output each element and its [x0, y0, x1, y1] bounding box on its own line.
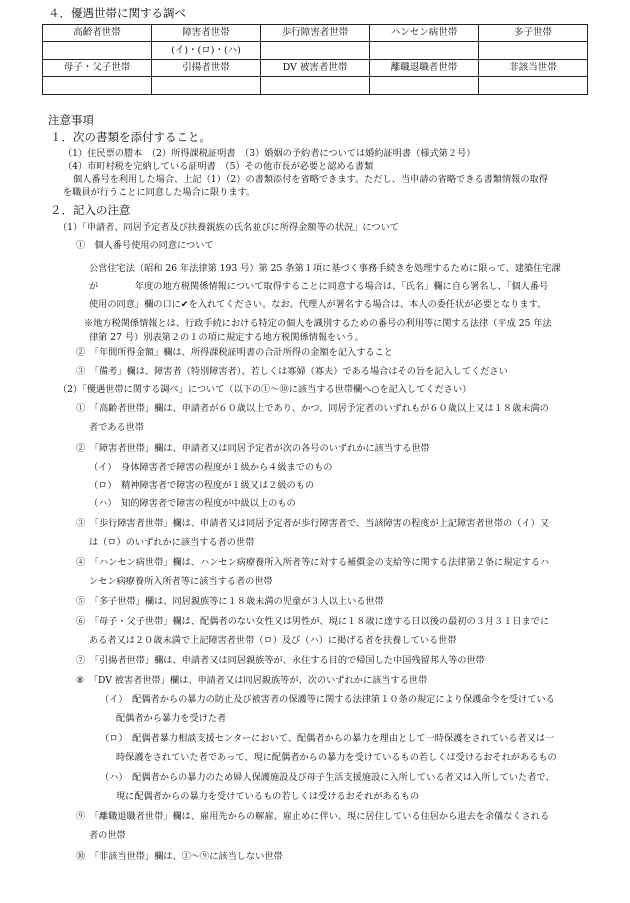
note-line: 者である世帯: [89, 422, 145, 433]
note-line: ② 「障害者世帯」欄は、申請者又は同居予定者が次の各号のいずれかに該当する世帯: [76, 443, 430, 454]
cell-walking-disabled: 歩行障害者世帯: [261, 25, 370, 42]
input-cell[interactable]: [479, 42, 588, 60]
cell-repatriate: 引揚者世帯: [152, 60, 261, 77]
note-line: 律第 27 号）別表第２の１の項に規定する地方税関係情報をいう。: [89, 332, 364, 343]
note-line: ⑩ 「非該当世帯」欄は、①〜⑨に該当しない世帯: [76, 851, 283, 862]
input-cell[interactable]: (イ)・(ロ)・(ハ): [152, 42, 261, 60]
item1-line: を職員が行うことに同意した場合に限ります。: [63, 187, 256, 198]
note-line: ③ 「備考」欄は、障害者（特別障害者）、若しくは寡婦（寡夫）である場合はその旨を記入してください: [76, 366, 508, 377]
input-cell[interactable]: [152, 77, 261, 95]
note-line: 者の世帯: [89, 830, 126, 841]
note-line: ⑨ 「離職退職者世帯」欄は、雇用先からの解雇、雇止めに伴い、現に居住している住居から退去を余儀なくされる: [76, 811, 550, 822]
note-line: ※地方税関係情報とは、行政手続における特定の個人を識別するための番号の利用等に関する法律（平成 25 年法: [84, 318, 552, 329]
cell-disabled: 障害者世帯: [152, 25, 261, 42]
note-line: （ハ） 知的障害者で障害の程度が中級以上のもの: [89, 498, 296, 509]
cell-not-applicable: 非該当世帯: [479, 60, 588, 77]
cell-many-children: 多子世帯: [479, 25, 588, 42]
note-line: （イ） 配偶者からの暴力の防止及び被害者の保護等に関する法律第１０条の規定により保護命令を受けている: [100, 694, 555, 705]
cell-hansen: ハンセン病世帯: [370, 25, 479, 42]
note-line: ある者又は２０歳未満で上記障害者世帯（ロ）及び（ハ）に掲げる者を扶養している世帯: [89, 635, 457, 646]
input-cell[interactable]: [261, 77, 370, 95]
cell-job-loss: 離職退職者世帯: [370, 60, 479, 77]
note-line: 使用の同意」欄の口に✔を入れてください。なお、代理人が署名する場合は、本人の委任状が必要となります。: [89, 299, 547, 310]
cell-single-parent: 母子・父子世帯: [43, 60, 152, 77]
notes-heading: 注意事項: [48, 113, 94, 127]
item1-title: １．次の書類を添付すること。: [50, 130, 211, 144]
input-cell[interactable]: [43, 77, 152, 95]
note-line: （ロ） 配偶者暴力相談支援センターにおいて、配偶者からの暴力を理由として一時保護をされている者又は一: [100, 733, 555, 744]
input-cell[interactable]: [370, 42, 479, 60]
household-table: [42, 24, 588, 95]
note-line: （ロ） 精神障害者で障害の程度が１級又は２級のもの: [89, 480, 315, 491]
note-line: ④ 「ハンセン病世帯」欄は、ハンセン病療養所入所者等に対する補償金の支給等に関する法律第２条に規定するハ: [76, 557, 550, 568]
input-cell[interactable]: [43, 42, 152, 60]
note-line: ⑥ 「母子・父子世帯」欄は、配偶者のない女性又は男性が、現に１８歳に達する日以後の最初の３月３１日までに: [76, 616, 550, 627]
section-title: ４．優遇世帯に関する調べ: [48, 6, 186, 20]
note-line: 時保護をされていた者であって、現に配偶者からの暴力を受けているもの若しくは受けるおそれがあるもの: [116, 752, 557, 763]
cell-elderly: 高齢者世帯: [43, 25, 152, 42]
input-cell[interactable]: [479, 77, 588, 95]
note-line: 公営住宅法（昭和 26 年法律第 193 号）第 25 条第１項に基づく事務手続きを処理するために限って、建築住宅課: [89, 263, 561, 274]
note-line: ① 「高齢者世帯」欄は、申請者が６０歳以上であり、かつ、同居予定者のいずれもが６０歳以上又は１８歳未満の: [76, 403, 549, 414]
item1-line: （1）住民票の謄本 （2）所得課税証明書 （3）婚姻の予約者については婚約証明書（様式第２号）: [63, 148, 476, 159]
cell-dv-victim: DV 被害者世帯: [261, 60, 370, 77]
note-line: が 年度の地方税関係情報について取得することに同意する場合は、「氏名」欄に自ら署名し、「個人番号: [89, 281, 549, 292]
item1-line: 個人番号を利用した場合、上記（1）（2）の書類添付を省略できます。ただし、当申請の省略できる書類情報の取得: [73, 174, 548, 185]
note-line: 配偶者から暴力を受けた者: [116, 713, 227, 724]
note-line: （1）「申請者、同居予定者及び扶養親族の氏名並びに所得金額等の状況」について: [58, 222, 399, 233]
note-line: 現に配偶者からの暴力を受けているもの若しくは受けるおそれがあるもの: [116, 791, 420, 802]
note-line: ② 「年間所得金額」欄は、所得課税証明書の合計所得の金額を記入すること: [76, 347, 393, 358]
item2-title: ２．記入の注意: [50, 203, 131, 217]
note-line: ⑤ 「多子世帯」欄は、同居親族等に１８歳未満の児童が３人以上いる世帯: [76, 596, 384, 607]
note-line: ① 個人番号使用の同意について: [76, 240, 214, 251]
note-line: ③ 「歩行障害者世帯」欄は、申請者又は同居予定者が歩行障害者で、当該障害の程度が上記障害者世帯の（イ）又: [76, 518, 549, 529]
note-line: ンセン病療養所入所者等に該当する者の世帯: [89, 576, 273, 587]
note-line: ⑦ 「引揚者世帯」欄は、申請者又は同居親族等が、永住する目的で帰国した中国残留邦人等の世帯: [76, 655, 485, 666]
input-cell[interactable]: [261, 42, 370, 60]
note-line: （2）「優遇世帯に関する調べ」について（以下の①〜⑩に該当する世帯欄へ○を記入してください）: [58, 384, 472, 395]
item1-line: （4）市町村税を完納している証明書 （5）その他市長が必要と認める書類: [63, 161, 374, 172]
note-line: ⑧ 「DV 被害者世帯」欄は、申請者又は同居親族等が、次のいずれかに該当する世帯: [76, 675, 428, 686]
note-line: （ハ） 配偶者からの暴力のため婦人保護施設及び母子生活支援施設に入所している者又は入所していた者で、: [100, 772, 555, 783]
input-cell[interactable]: [370, 77, 479, 95]
note-line: （イ） 身体障害者で障害の程度が１級から４級までのもの: [89, 462, 333, 473]
note-line: は（ロ）のいずれかに該当する者の世帯: [89, 537, 255, 548]
